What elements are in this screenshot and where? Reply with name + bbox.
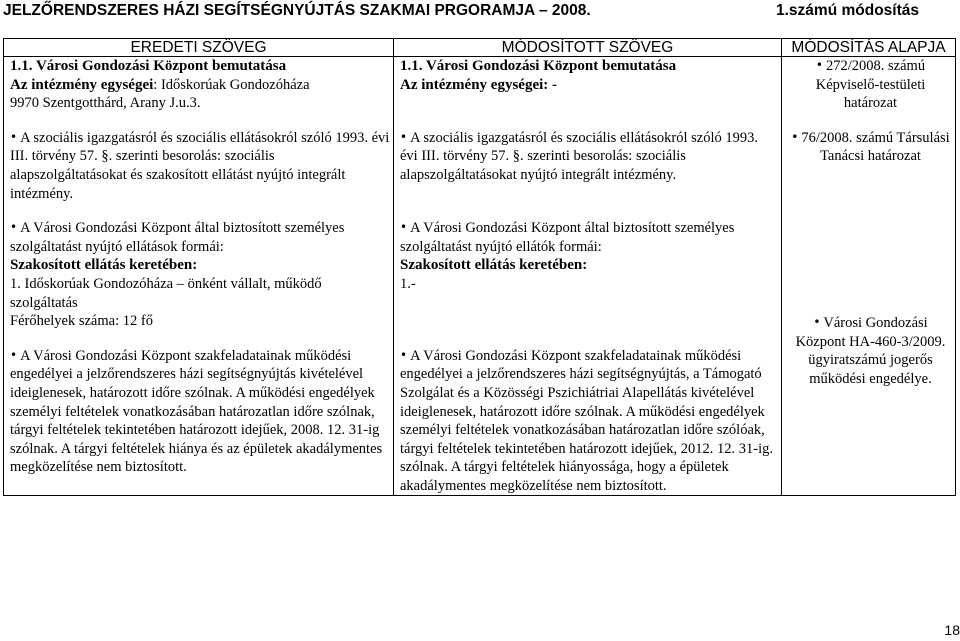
basis-row2: • 76/2008. számú Társulási Tanácsi határozat [788, 129, 953, 166]
original-services-item: 1. Időskorúak Gondozóháza – önként vállalt, működő szolgáltatás [10, 275, 322, 311]
basis-cell [782, 57, 956, 496]
original-services-bold: Szakosított ellátás keretében: [10, 257, 198, 274]
modified-section-title: 1.1. Városi Gondozási Központ bemutatása [400, 58, 677, 74]
column-header-original: EREDETI SZÖVEG [4, 39, 394, 57]
original-classification: • A szociális igazgatásról és szociális ellátásokról szóló 1993. évi III. törvény 57. §. szerinti besorolás: szociális alapszolgáltatásokat és szakosított ellátást nyújtó integrált intézmény. [10, 129, 391, 203]
original-units-line [10, 76, 391, 95]
original-licenses: • A Városi Gondozási Központ szakfeladatainak működési engedélyei a jelzőrendszeres házi segítségnyújtás kivételével ideiglenesek, határozott időre szólnak. A működési engedélyek személyi feltételek vonatkozásában határozatlan időre szólnak, tárgyi feltételek tekintetében határozott idejűek, 2008. 12. 31-ig szólnak. A tárgyi feltételek hiánya és az épületek akadálymentes megközelítése nem biztosított. [10, 347, 391, 477]
table-row [4, 57, 956, 496]
modified-licenses: • A Városi Gondozási Központ szakfeladatainak működési engedélyei a jelzőrendszeres házi segítségnyújtás, a Támogató Szolgálat és a Közösségi Pszichiátriai Alapellátás kivételével ideiglenesek, határozott időre szólnak. A működési engedélyek személyi feltételek vonatkozásában határozatlan időre szólóak, tárgyi feltételek tekintetében határozott idejűek, 2012. 12. 31-ig. szólnak. A tárgyi feltételek hiányossága, hogy a épületek akadálymentes megközelítése nem biztosított. [400, 347, 779, 496]
table-header-row [4, 39, 956, 57]
original-units-value: : Időskorúak Gondozóháza [153, 76, 310, 93]
basis-row4: • Városi Gondozási Központ HA-460-3/2009. ügyiratszámú jogerős működési engedélye. [788, 314, 953, 388]
column-header-basis: MÓDOSÍTÁS ALAPJA [782, 39, 956, 57]
original-address: 9970 Szentgotthárd, Arany J.u.3. [10, 95, 201, 112]
original-units-label: Az intézmény egységei [10, 76, 154, 93]
document-title: JELZŐRENDSZERES HÁZI SEGÍTSÉGNYÚJTÁS SZAKMAI PRGORAMJA – 2008. [3, 2, 591, 19]
original-places: Férőhelyek száma: 12 fő [10, 313, 153, 330]
modified-units: Az intézmény egységei: - [400, 76, 558, 93]
modification-number: 1.számú módosítás [776, 2, 919, 19]
modified-classification: • A szociális igazgatásról és szociális ellátásokról szóló 1993. évi III. törvény 57. §. szerinti besorolás: szociális alapszolgáltatásokat nyújtó integrált intézmény. [400, 129, 779, 185]
original-services-text: • A Városi Gondozási Központ által biztosított személyes szolgáltatást nyújtó ellátások formái: [10, 219, 391, 256]
modified-services-text: • A Városi Gondozási Központ által biztosított személyes szolgáltatást nyújtó ellátók formái: [400, 219, 779, 256]
modified-cell [394, 57, 782, 496]
page-number: 18 [944, 622, 960, 638]
modified-services-bold: Szakosított ellátás keretében: [400, 257, 588, 274]
basis-row1: • 272/2008. számú Képviselő-testületi határozat [788, 57, 953, 113]
modified-services-item: 1.- [400, 275, 416, 292]
column-header-modified: MÓDOSÍTOTT SZÖVEG [394, 39, 782, 57]
original-section-title: 1.1. Városi Gondozási Központ bemutatása [10, 58, 287, 74]
comparison-table [3, 38, 956, 496]
original-cell [4, 57, 394, 496]
